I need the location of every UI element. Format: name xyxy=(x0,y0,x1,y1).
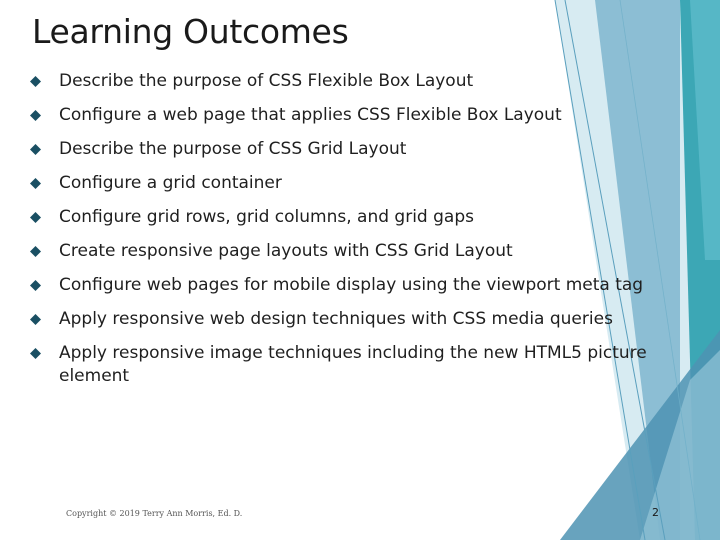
diamond-bullet-icon xyxy=(30,314,41,325)
diamond-bullet-icon xyxy=(30,212,41,223)
copyright-footer: Copyright © 2019 Terry Ann Morris, Ed. D. xyxy=(66,509,243,518)
diamond-bullet-icon xyxy=(30,144,41,155)
diamond-bullet-icon xyxy=(30,76,41,87)
bullet-text: Apply responsive image techniques including the new HTML5 picture element xyxy=(59,343,647,386)
diamond-bullet-icon xyxy=(30,280,41,291)
diamond-bullet-icon xyxy=(30,110,41,121)
bullet-text: Configure a grid container xyxy=(59,173,282,193)
bullet-item xyxy=(30,138,650,161)
bullet-item xyxy=(30,172,650,195)
bullet-text: Configure web pages for mobile display using the viewport meta tag xyxy=(59,275,644,295)
bullet-item xyxy=(30,308,650,331)
diamond-bullet-icon xyxy=(30,348,41,359)
bullet-item xyxy=(30,274,650,297)
slide-title: Learning Outcomes xyxy=(32,12,349,51)
bullet-item xyxy=(30,342,650,388)
bullet-text: Create responsive page layouts with CSS Grid Layout xyxy=(59,241,513,261)
bullet-text: Configure grid rows, grid columns, and grid gaps xyxy=(59,207,474,227)
diamond-bullet-icon xyxy=(30,178,41,189)
page-number: 2 xyxy=(652,506,659,519)
bullet-text: Apply responsive web design techniques with CSS media queries xyxy=(59,309,613,329)
bullet-text: Describe the purpose of CSS Grid Layout xyxy=(59,139,407,159)
bullet-text: Configure a web page that applies CSS Flexible Box Layout xyxy=(59,105,562,125)
bullet-item xyxy=(30,206,650,229)
bullet-text: Describe the purpose of CSS Flexible Box Layout xyxy=(59,71,474,91)
bullet-item xyxy=(30,104,650,127)
bullet-list xyxy=(30,70,650,399)
bullet-item xyxy=(30,70,650,93)
diamond-bullet-icon xyxy=(30,246,41,257)
bullet-item xyxy=(30,240,650,263)
